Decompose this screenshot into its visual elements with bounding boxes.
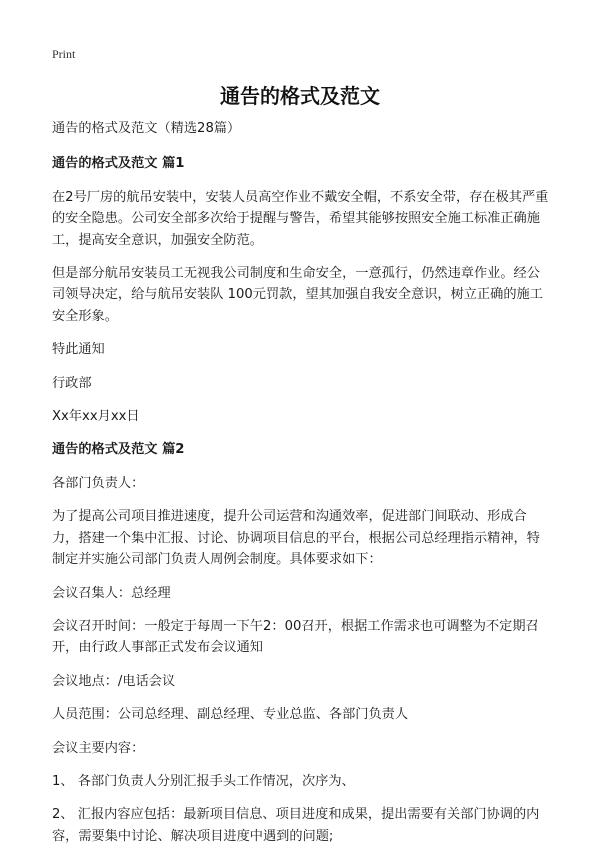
list-item: 2、 汇报内容应包括：最新项目信息、项目进度和成果，提出需要有关部门协调的内容，需要集中讨论、解决项目进度中遇到的问题; <box>52 807 540 844</box>
document-subtitle: 通告的格式及范文（精选28篇） <box>52 121 241 136</box>
document-body <box>52 118 552 859</box>
print-label[interactable]: Print <box>52 47 76 61</box>
meeting-time: 会议召开时间：一般定于每周一下午2：00召开，根据工作需求也可调整为不定期召开，由行政人事部正式发布会议通知 <box>52 618 539 656</box>
meeting-attendees: 人员范围：公司总经理、副总经理、专业总监、各部门负责人 <box>52 707 409 723</box>
paragraph: 为了提高公司项目推进速度，提升公司运营和沟通效率，促进部门间联动、形成合力，搭建一个集中汇报、讨论、协调项目信息的平台，根据公司总经理指示精神，特制定并实施公司部门负责人周例会制度。具体要求如下： <box>52 509 540 568</box>
paragraph: 在2号厂房的航吊安装中，安装人员高空作业不戴安全帽，不系安全带，存在极其严重的安全隐患。公司安全部多次给于提醒与警告，希望其能够按照安全施工标准正确施工，提高安全意识，加强安全防范。 <box>52 189 549 248</box>
document-title: 通告的格式及范文 <box>220 84 380 108</box>
section-heading-1: 通告的格式及范文 篇1 <box>52 156 185 172</box>
paragraph: 但是部分航吊安装员工无视我公司制度和生命安全，一意孤行，仍然违章作业。经公司领导决定，给与航吊安装队 100元罚款，望其加强自我安全意识，树立正确的施工安全形象。 <box>52 266 543 324</box>
greeting-text: 各部门负责人： <box>52 475 145 491</box>
section-heading-2: 通告的格式及范文 篇2 <box>52 442 185 458</box>
closing-text: 特此通知 <box>52 342 105 358</box>
meeting-content-heading: 会议主要内容： <box>52 740 145 756</box>
department-signature: 行政部 <box>52 375 92 391</box>
list-item: 1、 各部门负责人分别汇报手头工作情况，次序为、 <box>52 773 355 789</box>
meeting-convener: 会议召集人：总经理 <box>52 585 171 601</box>
date-text: Xx年xx月xx日 <box>52 409 140 425</box>
meeting-location: 会议地点：/电话会议 <box>52 673 176 689</box>
